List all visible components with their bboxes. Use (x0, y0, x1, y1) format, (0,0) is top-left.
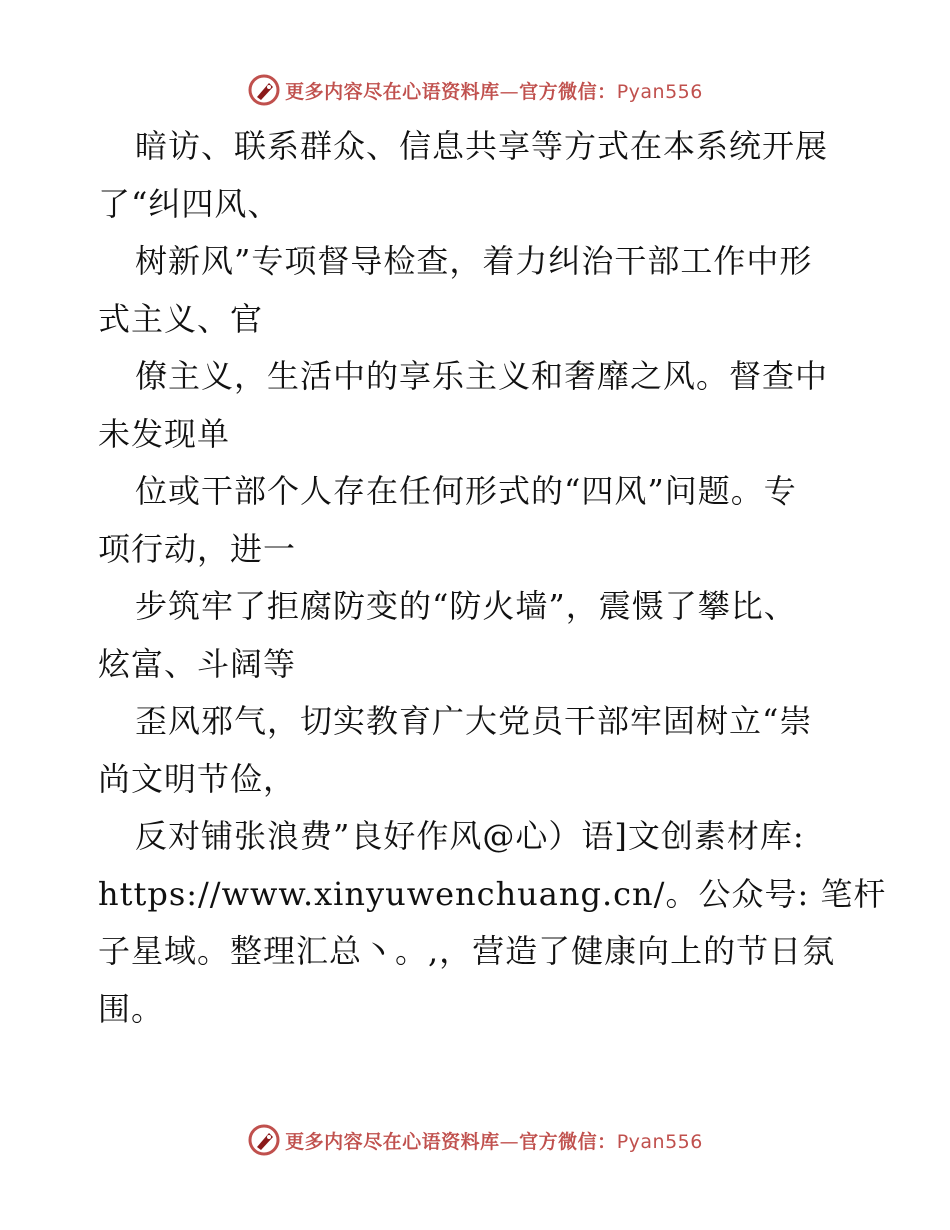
body-line: 僚主义，生活中的享乐主义和奢靡之风。督查中 (135, 357, 829, 395)
body-line: 反对铺张浪费”良好作风@心）语]文创素材库: (135, 817, 805, 855)
body-line: 树新风”专项督导检查，着力纠治干部工作中形 (135, 242, 813, 280)
banner-wechat-id: Pyan556 (616, 1130, 703, 1153)
body-line: 尚文明节俭， (98, 759, 297, 798)
pen-nib-logo-icon (247, 73, 281, 107)
body-line: 围。 (98, 989, 165, 1028)
document-body (98, 118, 887, 1038)
body-line: 歪风邪气，切实教育广大党员干部牢固树立“崇 (135, 702, 813, 740)
body-line: 暗访、联系群众、信息共享等方式在本系统开展 (135, 127, 829, 165)
banner-wechat-label: 官方微信： (519, 1130, 617, 1153)
body-line: 炫富、斗阔等 (98, 644, 297, 683)
banner-title: 更多内容尽在心语资料库 (285, 80, 500, 103)
banner-separator: — (499, 1130, 520, 1153)
body-line: 位或干部个人存在任何形式的“四风”问题。专 (135, 472, 797, 510)
body-line: 了“纠四风、 (98, 184, 281, 223)
body-line: https://www.xinyuwenchuang.cn/。公众号: 笔杆 (98, 874, 887, 913)
banner-wechat-id: Pyan556 (616, 80, 703, 103)
banner-wechat-label: 官方微信： (519, 80, 617, 103)
body-line: 式主义、官 (98, 299, 264, 338)
body-line: 未发现单 (98, 414, 231, 453)
footer-banner (0, 1120, 950, 1160)
body-line: 步筑牢了拒腐防变的“防火墙”，震慑了攀比、 (135, 587, 797, 625)
banner-title: 更多内容尽在心语资料库 (285, 1130, 500, 1153)
header-banner (0, 70, 950, 110)
pen-nib-logo-icon (247, 1123, 281, 1157)
body-line: 项行动，进一 (98, 529, 297, 568)
banner-separator: — (499, 80, 520, 103)
body-line: 子星域。整理汇总丶。,，营造了健康向上的节日氛 (98, 932, 836, 970)
